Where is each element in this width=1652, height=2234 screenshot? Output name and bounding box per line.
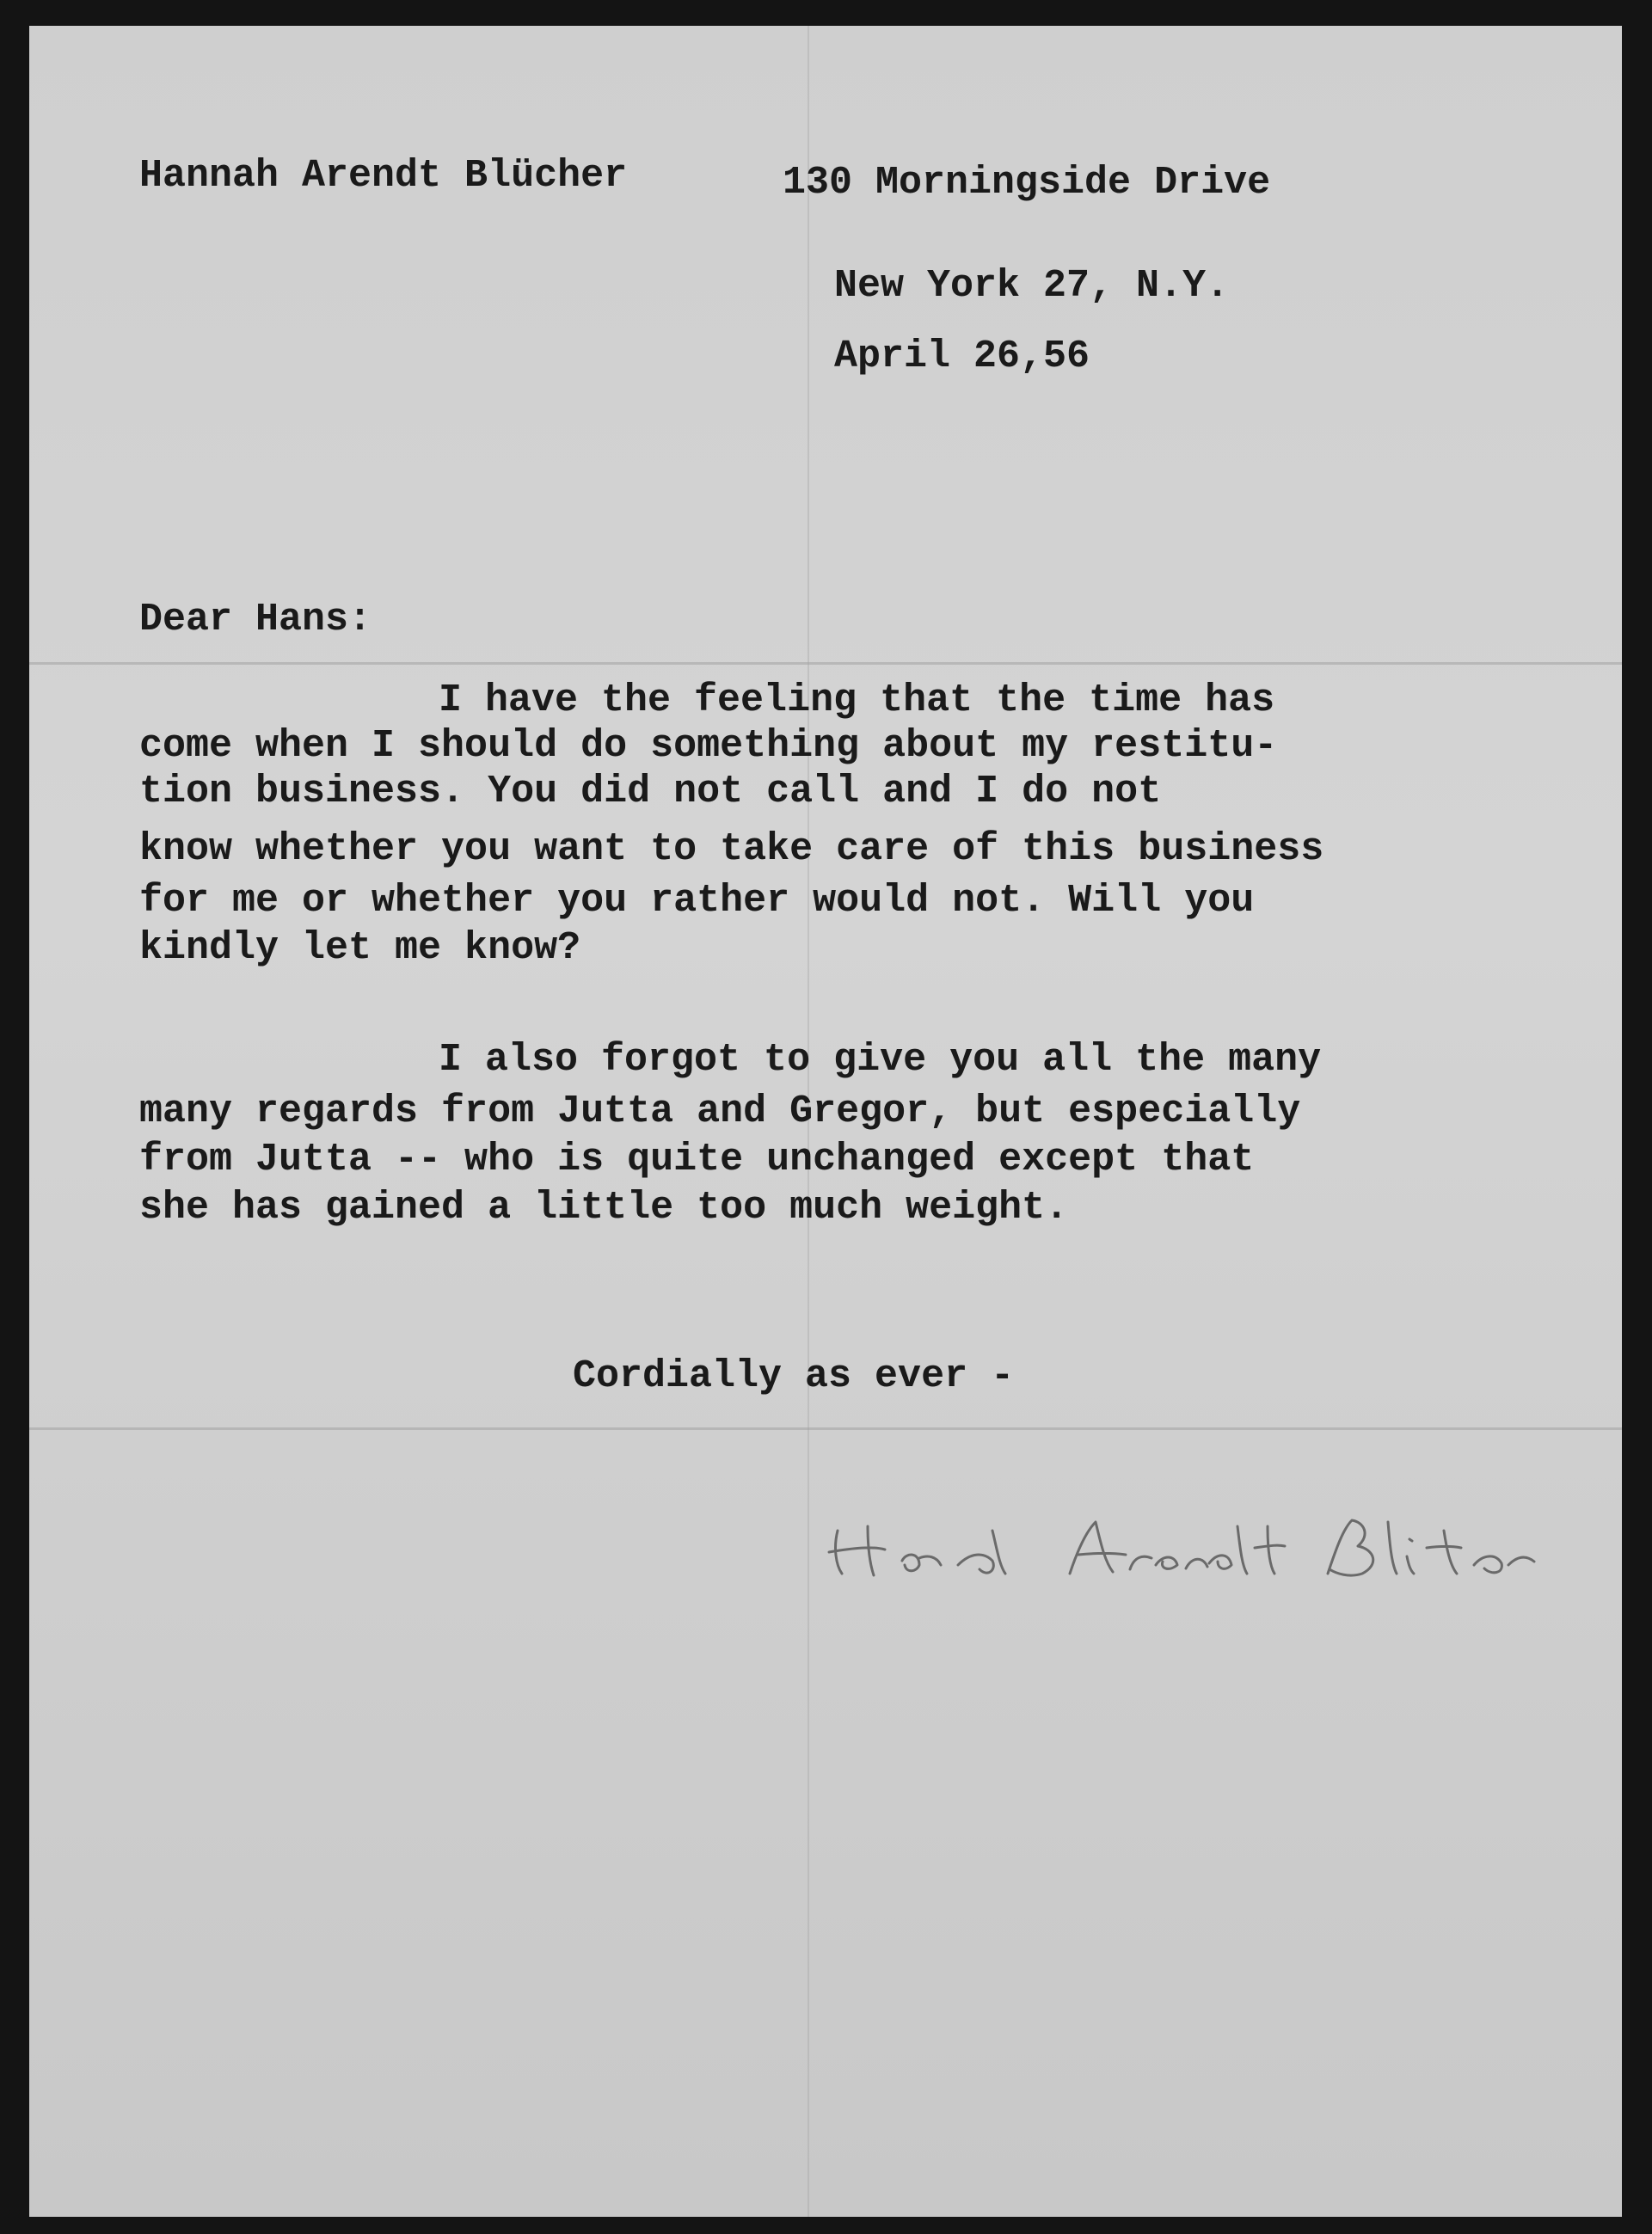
closing: Cordially as ever - xyxy=(573,1354,1015,1398)
paragraph-1-line: come when I should do something about my restitu- xyxy=(139,724,1278,768)
paragraph-2-line: from Jutta -- who is quite unchanged except that xyxy=(139,1138,1255,1181)
paragraph-2-line: many regards from Jutta and Gregor, but especially xyxy=(139,1089,1301,1133)
letter-date: April 26,56 xyxy=(834,334,1090,378)
paragraph-2-line: I also forgot to give you all the many xyxy=(439,1038,1322,1082)
paragraph-1-line: kindly let me know? xyxy=(139,926,581,970)
fold-line xyxy=(29,662,1622,665)
paragraph-1-line: for me or whether you rather would not. Will you xyxy=(139,879,1255,923)
signature-drawing xyxy=(820,1479,1577,1599)
paragraph-1-line: know whether you want to take care of this business xyxy=(139,827,1324,871)
fold-line xyxy=(29,1427,1622,1430)
sender-name: Hannah Arendt Blücher xyxy=(139,154,628,198)
paragraph-1-line: I have the feeling that the time has xyxy=(439,678,1275,722)
letter-paper xyxy=(29,26,1622,2217)
paragraph-1-line: tion business. You did not call and I do not xyxy=(139,770,1162,813)
paragraph-2-line: she has gained a little too much weight. xyxy=(139,1186,1069,1230)
sender-street: 130 Morningside Drive xyxy=(783,161,1271,205)
sender-city: New York 27, N.Y. xyxy=(834,264,1230,308)
salutation: Dear Hans: xyxy=(139,598,372,641)
handwritten-signature xyxy=(820,1479,1577,1599)
